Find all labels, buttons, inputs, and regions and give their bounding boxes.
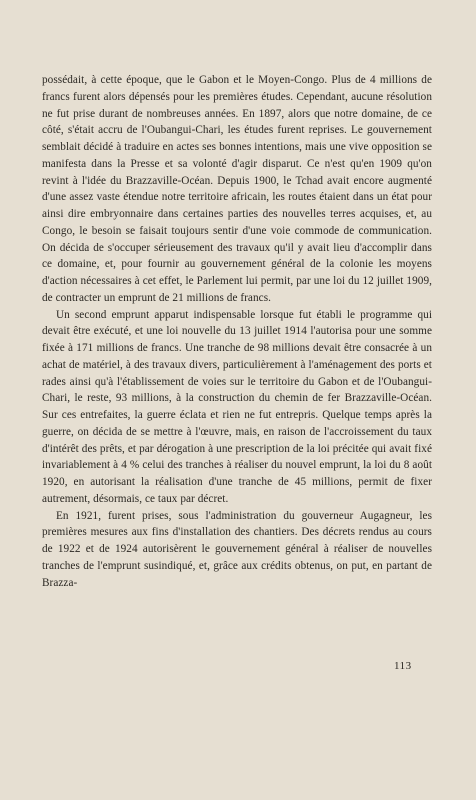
paragraph-3: En 1921, furent prises, sous l'administration du gouverneur Augagneur, les premières mesures aux fins d'installation des chantiers. Des décrets rendus au cours de 1922 et de 1924 autorisèrent le gouvernement général à réaliser de nouvelles tranches de l'emprunt susindiqué, et, grâce aux crédits obtenus, on put, en partant de Brazza- — [42, 509, 432, 589]
page-number: 113 — [394, 660, 412, 672]
paragraph-2: Un second emprunt apparut indispensable lorsque fut établi le programme qui devait être exécuté, et une loi nouvelle du 13 juillet 1914 l'autorisa pour une somme fixée à 171 millions de francs. Une tranche de 98 millions devait être consacrée à un achat de matériel, à des travaux divers, particulièrement à l'aménagement des ports et rades ainsi qu'à l'établissement de voies sur le territoire du Gabon et de l'Oubangui-Chari, le reste, 93 millions, à la construction du chemin de fer Brazzaville-Océan. Sur ces entrefaites, la guerre éclata et rien ne fut entrepris. Quelque temps après la guerre, on décida de se mettre à l'œuvre, mais, en raison de l'accroissement du taux d'intérêt des prêts, et par dérogation à une prescription de la loi précitée qui avait fixé invariablement à 4 % celui des tranches à réaliser du nouvel emprunt, la loi du 8 août 1920, en autorisant la réalisation d'une tranche de 45 millions, permit de fixer autrement, désormais, ce taux par décret. — [42, 308, 432, 505]
body-text — [42, 72, 432, 591]
paragraph-1: possédait, à cette époque, que le Gabon et le Moyen-Congo. Plus de 4 millions de francs furent alors dépensés pour les premières études. Cependant, aucune résolution ne fut prise durant de nombreuses années. En 1897, alors que notre domaine, de ce côté, s'était accru de l'Oubangui-Chari, les études furent reprises. Le gouvernement semblait décidé à traduire en actes ses bonnes intentions, mais une vive opposition se manifesta dans la Presse et sa volonté d'agir disparut. Ce n'est qu'en 1909 qu'on revint à l'idée du Brazzaville-Océan. Depuis 1900, le Tchad avait encore augmenté d'une assez vaste étendue notre territoire africain, les routes étaient dans un état pour ainsi dire embryonnaire dans certaines parties des nouvelles terres acquises, et, au Congo, le besoin se faisait toujours sentir d'une voie commode de communication. On décida de s'occuper sérieusement des travaux qu'il y avait lieu d'accomplir dans ce domaine, et, pour fournir au gouvernement général de la colonie les moyens d'action nécessaires à cet effet, le Parlement lui permit, par une loi du 12 juillet 1909, de contracter un emprunt de 21 millions de francs. — [42, 74, 432, 304]
